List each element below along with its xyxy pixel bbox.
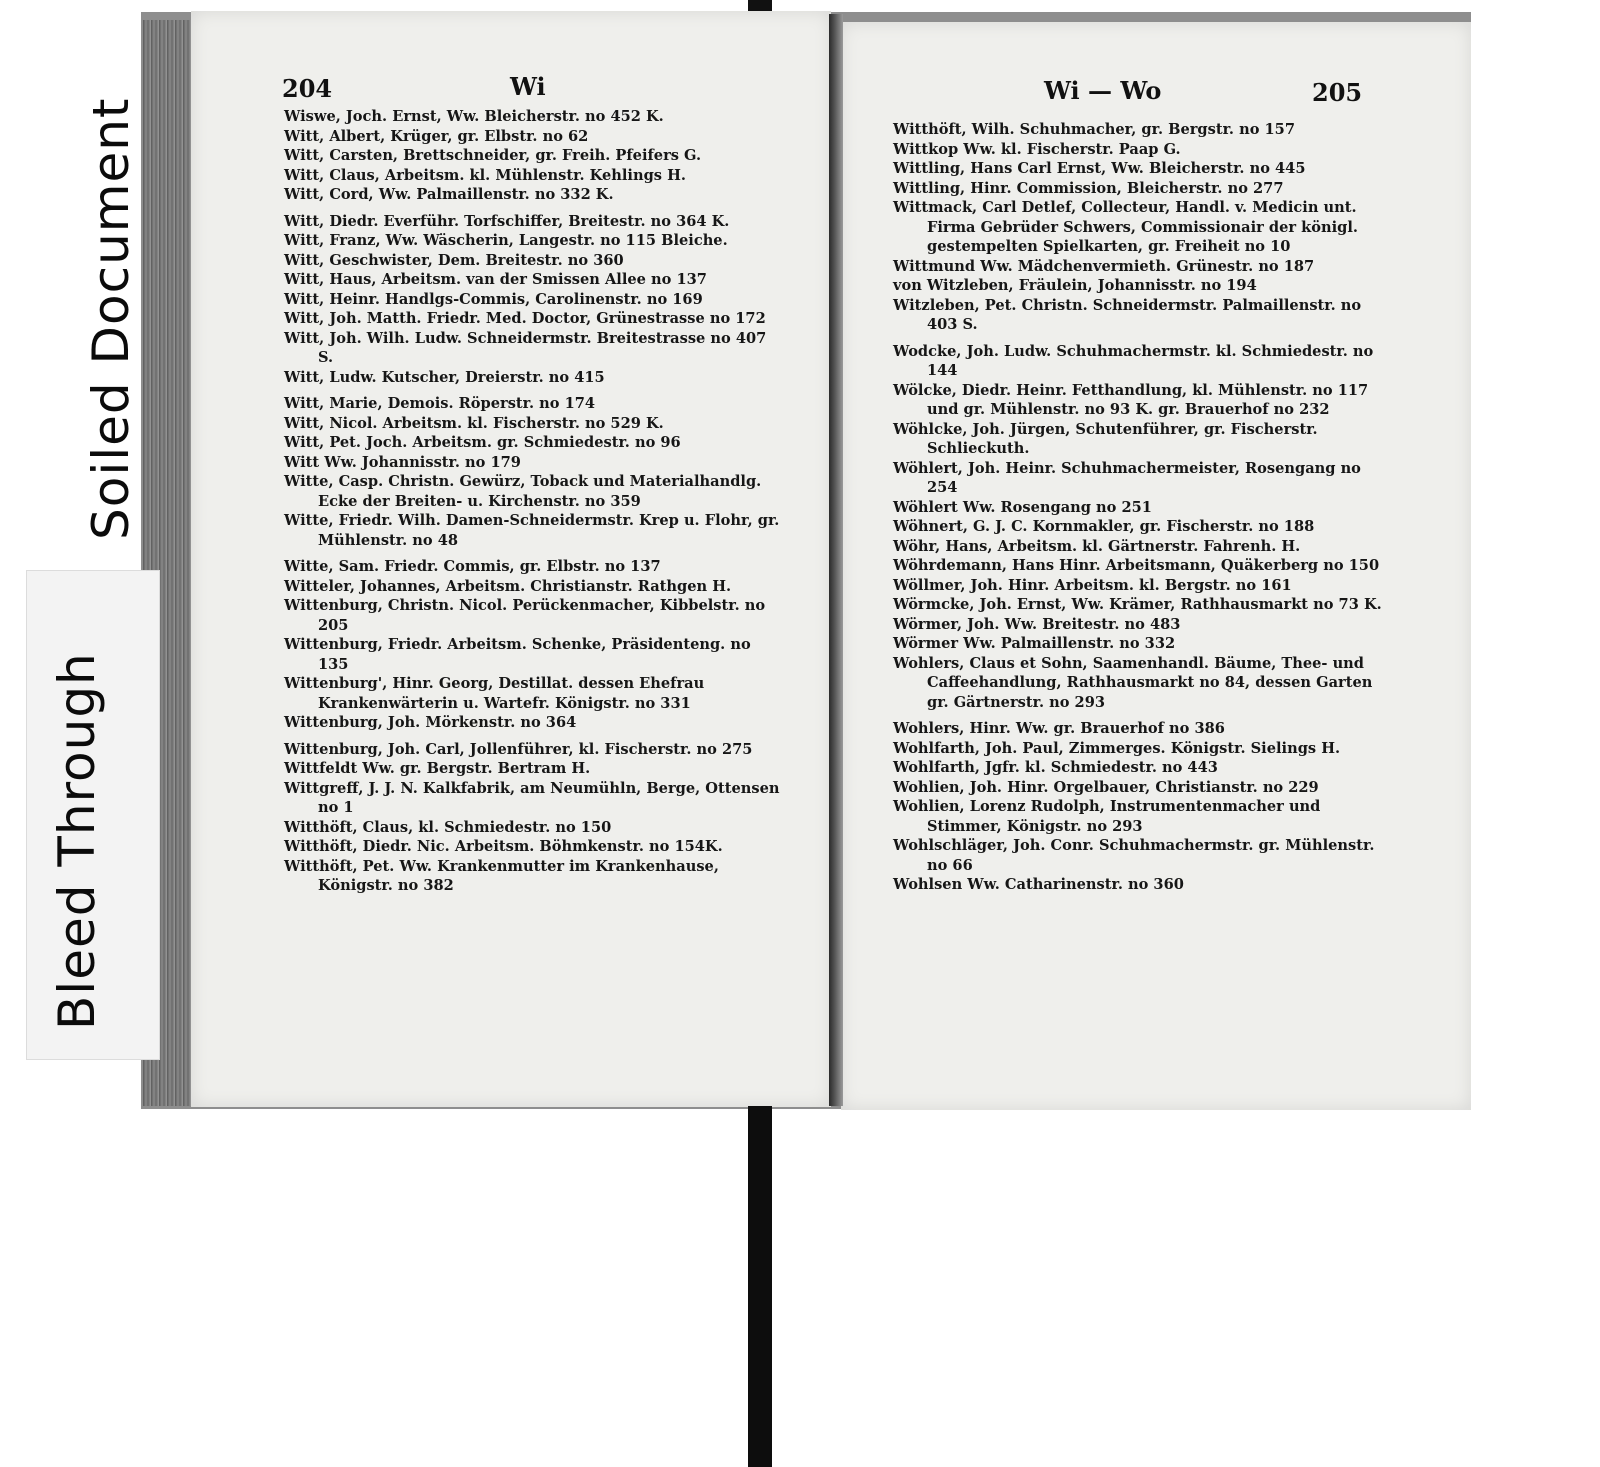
- directory-entry: Witt, Albert, Krüger, gr. Elbstr. no 62: [284, 127, 589, 145]
- directory-entry: Witt, Marie, Demois. Röperstr. no 174: [284, 395, 596, 412]
- directory-entry: Witte, Casp. Christn. Gewürz, Toback und Materialhandlg. Ecke der Breiten- u. Kirchenstr. no 359: [284, 473, 762, 510]
- directory-entry: Wohlfarth, Jgfr. kl. Schmiedestr. no 443: [893, 759, 1218, 776]
- directory-entry: Wohlien, Lorenz Rudolph, Instrumentenmacher und Stimmer, Königstr. no 293: [893, 798, 1321, 835]
- directory-entry: Wöhnert, G. J. C. Kornmakler, gr. Fischerstr. no 188: [893, 518, 1315, 535]
- directory-entry: Wittling, Hans Carl Ernst, Ww. Bleicherstr. no 445: [893, 160, 1306, 177]
- directory-entry: Witte, Sam. Friedr. Commis, gr. Elbstr. no 137: [284, 558, 661, 575]
- directory-entry: Wölcke, Diedr. Heinr. Fetthandlung, kl. Mühlenstr. no 117 und gr. Mühlenstr. no 93 K. gr. Brauerhof no 232: [893, 381, 1369, 418]
- directory-entry: Wohlers, Hinr. Ww. gr. Brauerhof no 386: [893, 720, 1225, 737]
- directory-entry: Wöllmer, Joh. Hinr. Arbeitsm. kl. Bergstr. no 161: [893, 576, 1292, 594]
- directory-entry: Witt, Cord, Ww. Palmaillenstr. no 332 K.: [284, 186, 614, 203]
- directory-entry: Wittenburg, Friedr. Arbeitsm. Schenke, Präsidenteng. no 135: [284, 636, 751, 673]
- directory-entry: Witt, Claus, Arbeitsm. kl. Mühlenstr. Kehlings H.: [284, 166, 686, 184]
- directory-entry: Witt, Heinr. Handlgs-Commis, Carolinenstr. no 169: [284, 290, 703, 308]
- directory-entry: von Witzleben, Fräulein, Johannisstr. no 194: [893, 277, 1257, 294]
- directory-entry: Witteler, Johannes, Arbeitsm. Christianstr. Rathgen H.: [284, 577, 732, 595]
- directory-entry: Wohlien, Joh. Hinr. Orgelbauer, Christianstr. no 229: [893, 778, 1319, 796]
- left-page-number: 204: [282, 74, 333, 103]
- directory-entry: Wittling, Hinr. Commission, Bleicherstr. no 277: [893, 179, 1284, 197]
- directory-entry: Wörmcke, Joh. Ernst, Ww. Krämer, Rathhausmarkt no 73 K.: [893, 596, 1382, 613]
- directory-entry: Wohlers, Claus et Sohn, Saamenhandl. Bäume, Thee- und Caffeehandlung, Rathhausmarkt no 84, dessen Garten gr. Gärtnerstr. no 293: [893, 654, 1373, 711]
- directory-entry: Wöhrdemann, Hans Hinr. Arbeitsmann, Quäkerberg no 150: [893, 557, 1380, 574]
- directory-entry: Witthöft, Diedr. Nic. Arbeitsm. Böhmkenstr. no 154K.: [284, 838, 723, 855]
- directory-entry: Wohlschläger, Joh. Conr. Schuhmachermstr. gr. Mühlenstr. no 66: [893, 837, 1375, 874]
- directory-entry: Wöhlert Ww. Rosengang no 251: [893, 498, 1152, 516]
- directory-entry: Witt, Franz, Ww. Wäscherin, Langestr. no 115 Bleiche.: [284, 232, 728, 249]
- soiled-document-label: Soiled Document: [82, 97, 140, 540]
- left-page-heading: Wi: [510, 72, 546, 101]
- directory-entry: Wittenburg', Hinr. Georg, Destillat. dessen Ehefrau Krankenwärterin u. Wartefr. Königstr. no 331: [284, 675, 705, 712]
- directory-entry: Witzleben, Pet. Christn. Schneidermstr. Palmaillenstr. no 403 S.: [893, 296, 1362, 333]
- right-page-heading: Wi — Wo: [1044, 76, 1162, 105]
- directory-entry: Witt, Nicol. Arbeitsm. kl. Fischerstr. no 529 K.: [284, 414, 664, 432]
- directory-entry: Wodcke, Joh. Ludw. Schuhmachermstr. kl. Schmiedestr. no 144: [893, 342, 1374, 379]
- directory-entry: Wörmer Ww. Palmaillenstr. no 332: [893, 635, 1176, 652]
- directory-entry: Witthöft, Wilh. Schuhmacher, gr. Bergstr. no 157: [893, 121, 1295, 138]
- directory-entry: Witthöft, Pet. Ww. Krankenmutter im Krankenhause, Königstr. no 382: [284, 857, 719, 894]
- directory-entry: Wittgreff, J. J. N. Kalkfabrik, am Neumühln, Berge, Ottensen no 1: [284, 779, 780, 816]
- directory-entry: Witte, Friedr. Wilh. Damen-Schneidermstr. Krep u. Flohr, gr. Mühlenstr. no 48: [284, 512, 780, 549]
- right-entry-list: [893, 120, 1389, 895]
- directory-entry: Wörmer, Joh. Ww. Breitestr. no 483: [893, 615, 1181, 633]
- directory-entry: Wittfeldt Ww. gr. Bergstr. Bertram H.: [284, 760, 591, 777]
- book-gutter: [829, 14, 843, 1106]
- spine-strip-bottom: [748, 1106, 772, 1467]
- directory-entry: Wittkop Ww. kl. Fischerstr. Paap G.: [893, 140, 1181, 158]
- directory-entry: Wittenburg, Christn. Nicol. Perückenmacher, Kibbelstr. no 205: [284, 597, 766, 634]
- directory-entry: Wohlsen Ww. Catharinenstr. no 360: [893, 876, 1184, 893]
- directory-entry: Wittenburg, Joh. Mörkenstr. no 364: [284, 714, 577, 731]
- directory-entry: Witt, Ludw. Kutscher, Dreierstr. no 415: [284, 368, 605, 386]
- directory-entry: Wöhlcke, Joh. Jürgen, Schutenführer, gr. Fischerstr. Schlieckuth.: [893, 420, 1318, 457]
- directory-entry: Witt, Carsten, Brettschneider, gr. Freih. Pfeifers G.: [284, 147, 702, 164]
- directory-entry: Wittenburg, Joh. Carl, Jollenführer, kl. Fischerstr. no 275: [284, 740, 753, 758]
- directory-entry: Wittmack, Carl Detlef, Collecteur, Handl. v. Medicin unt. Firma Gebrüder Schwers, Commissionair der königl. gestempelten Spielkarten, gr. Freiheit no 10: [893, 199, 1358, 255]
- directory-entry: Wöhr, Hans, Arbeitsm. kl. Gärtnerstr. Fahrenh. H.: [893, 537, 1301, 555]
- directory-entry: Witt, Pet. Joch. Arbeitsm. gr. Schmiedestr. no 96: [284, 434, 681, 451]
- directory-entry: Witt, Joh. Matth. Friedr. Med. Doctor, Grünestrasse no 172: [284, 310, 766, 327]
- directory-entry: Wöhlert, Joh. Heinr. Schuhmachermeister, Rosengang no 254: [893, 459, 1361, 496]
- bleed-through-label: Bleed Through: [48, 652, 106, 1030]
- directory-entry: Wohlfarth, Joh. Paul, Zimmerges. Königstr. Sielings H.: [893, 739, 1341, 757]
- directory-entry: Witt, Diedr. Everführ. Torfschiffer, Breitestr. no 364 K.: [284, 212, 730, 230]
- left-entry-list: [284, 107, 784, 896]
- directory-entry: Witt, Haus, Arbeitsm. van der Smissen Allee no 137: [284, 271, 707, 288]
- directory-entry: Wiswe, Joch. Ernst, Ww. Bleicherstr. no 452 K.: [284, 108, 664, 125]
- right-page-number: 205: [1312, 78, 1363, 107]
- directory-entry: Witthöft, Claus, kl. Schmiedestr. no 150: [284, 818, 612, 836]
- directory-entry: Witt, Joh. Wilh. Ludw. Schneidermstr. Breitestrasse no 407 S.: [284, 329, 767, 366]
- directory-entry: Witt, Geschwister, Dem. Breitestr. no 360: [284, 251, 624, 269]
- directory-entry: Witt Ww. Johannisstr. no 179: [284, 453, 521, 471]
- directory-entry: Wittmund Ww. Mädchenvermieth. Grünestr. no 187: [893, 257, 1315, 275]
